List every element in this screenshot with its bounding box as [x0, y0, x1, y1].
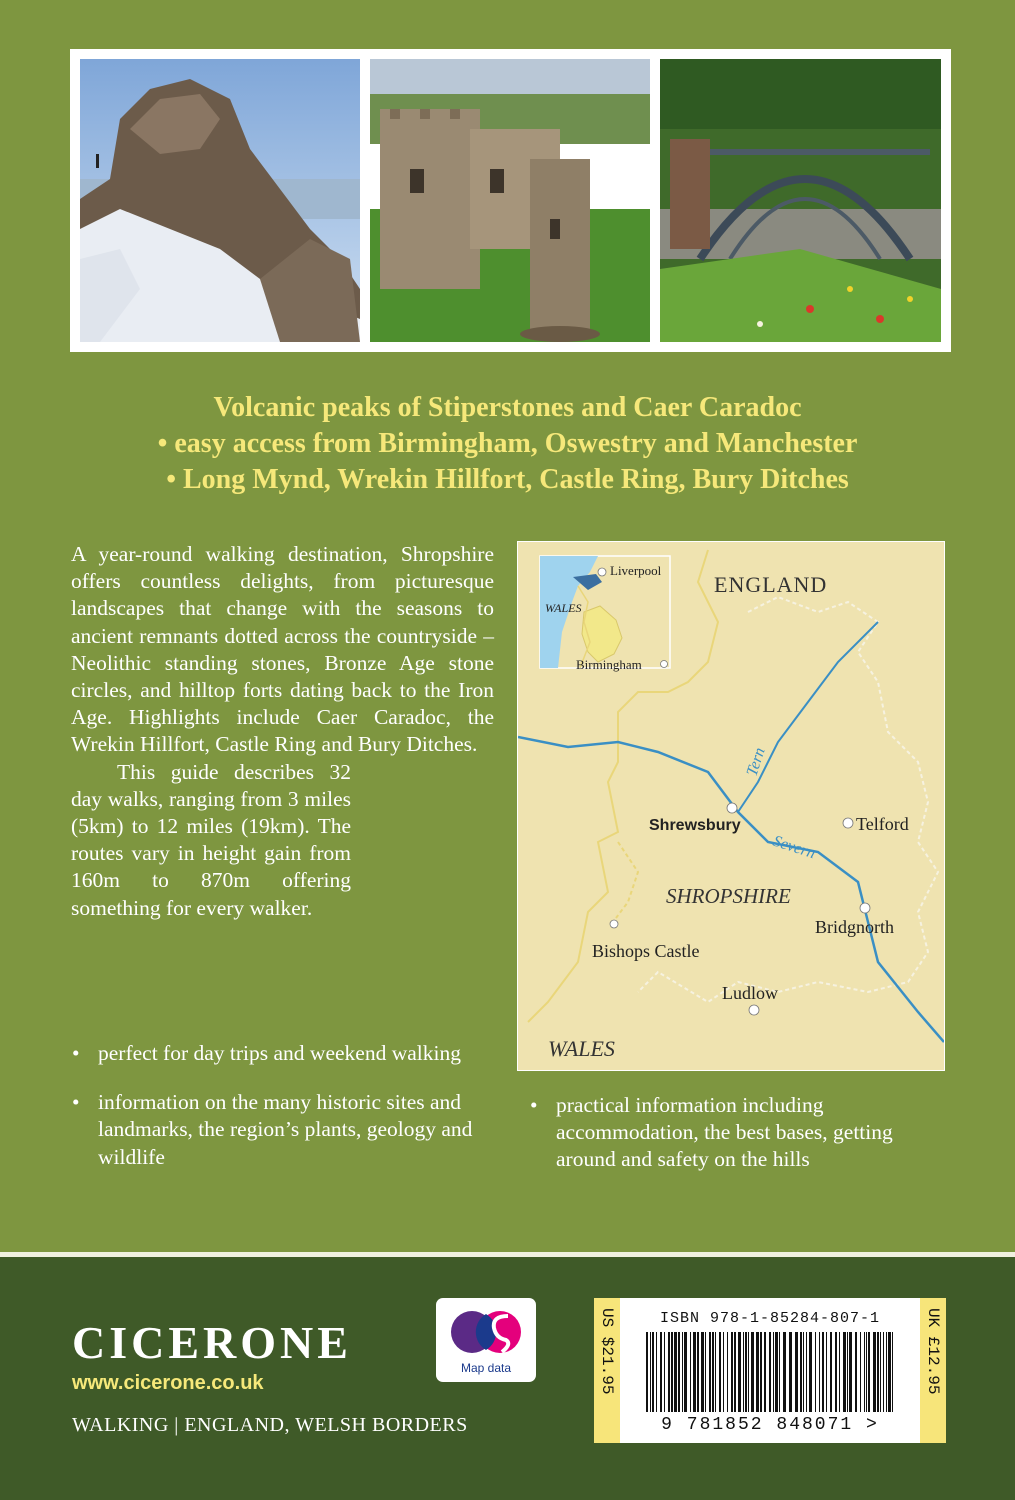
- map-label-birmingham: Birmingham: [576, 657, 642, 672]
- publisher-website-link[interactable]: www.cicerone.co.uk: [72, 1372, 264, 1394]
- map-label-wales: WALES: [548, 1036, 615, 1061]
- photo-iron-bridge: [660, 59, 941, 342]
- list-item-text: practical information including accommodation, the best bases, getting around and safety on the hills: [556, 1093, 893, 1172]
- photo-snowy-rock-summit: [80, 59, 360, 342]
- map-label-severn: Severn: [770, 832, 818, 863]
- category-label: WALKING | ENGLAND, WELSH BORDERS: [72, 1414, 468, 1436]
- list-item-text: information on the many historic sites and landmarks, the region’s plants, geology and wildlife: [98, 1090, 473, 1169]
- list-item: [72, 1089, 492, 1171]
- map-label-telford: Telford: [856, 814, 909, 834]
- bullet-icon: •: [72, 1090, 80, 1115]
- list-item: [72, 1040, 492, 1067]
- description-paragraph-2: This guide describes 32 day walks, ranging from 3 miles (5km) to 12 miles (19km). The routes vary in height gain from 160m to 870m offering something for every walker.: [71, 759, 351, 920]
- feature-list-left: [72, 1040, 492, 1193]
- map-label-bridgnorth: Bridgnorth: [815, 917, 894, 937]
- map-label-tern: Tern: [743, 745, 769, 779]
- os-map-data-badge: [436, 1298, 536, 1382]
- price-uk: UK £12.95: [924, 1308, 942, 1395]
- map-label-liverpool: Liverpool: [610, 563, 662, 578]
- barcode-digits: 9 781852 848071 >: [661, 1415, 879, 1435]
- publisher-logo: CICERONE: [72, 1317, 352, 1368]
- map-label-shrewsbury: Shrewsbury: [649, 817, 741, 834]
- os-logo-icon: [436, 1298, 536, 1360]
- headline-block: [40, 390, 975, 498]
- description-paragraph-1: A year-round walking destination, Shropshire offers countless delights, from picturesque landscapes that change with the seasons to ancient remnants dotted across the countryside – Neolithic standing stones, Bronze Age stone circles, and hilltop forts dating back to the Iron Age. Highlights include Caer Caradoc, the Wrekin Hillfort, Castle Ring and Bury Ditches.: [71, 542, 494, 757]
- list-item: [530, 1092, 930, 1174]
- os-badge-label: Map data: [460, 1361, 512, 1375]
- map-label-wales-inset: WALES: [545, 601, 582, 615]
- price-us: US $21.95: [598, 1308, 616, 1395]
- bullet-icon: •: [530, 1093, 538, 1117]
- map-label-england: ENGLAND: [714, 572, 828, 597]
- headline-line-1: Volcanic peaks of Stiperstones and Caer Caradoc: [213, 392, 802, 423]
- photo-castle-ruins: [370, 59, 650, 342]
- photo-strip: [70, 49, 951, 352]
- headline-line-3: • Long Mynd, Wrekin Hillfort, Castle Ring, Bury Ditches: [166, 464, 849, 495]
- list-item-text: perfect for day trips and weekend walking: [98, 1041, 461, 1065]
- barcode: [620, 1298, 920, 1443]
- isbn-number: ISBN 978-1-85284-807-1: [659, 1310, 881, 1327]
- map-label-shropshire: SHROPSHIRE: [666, 884, 791, 908]
- map-label-bishops-castle: Bishops Castle: [592, 941, 700, 961]
- description: [71, 541, 494, 922]
- bullet-icon: •: [72, 1041, 80, 1065]
- headline-line-2: • easy access from Birmingham, Oswestry and Manchester: [157, 428, 858, 459]
- feature-list-right: [530, 1092, 930, 1196]
- barcode-panel: [594, 1298, 946, 1443]
- region-map: [517, 541, 945, 1071]
- map-label-ludlow: Ludlow: [722, 983, 778, 1003]
